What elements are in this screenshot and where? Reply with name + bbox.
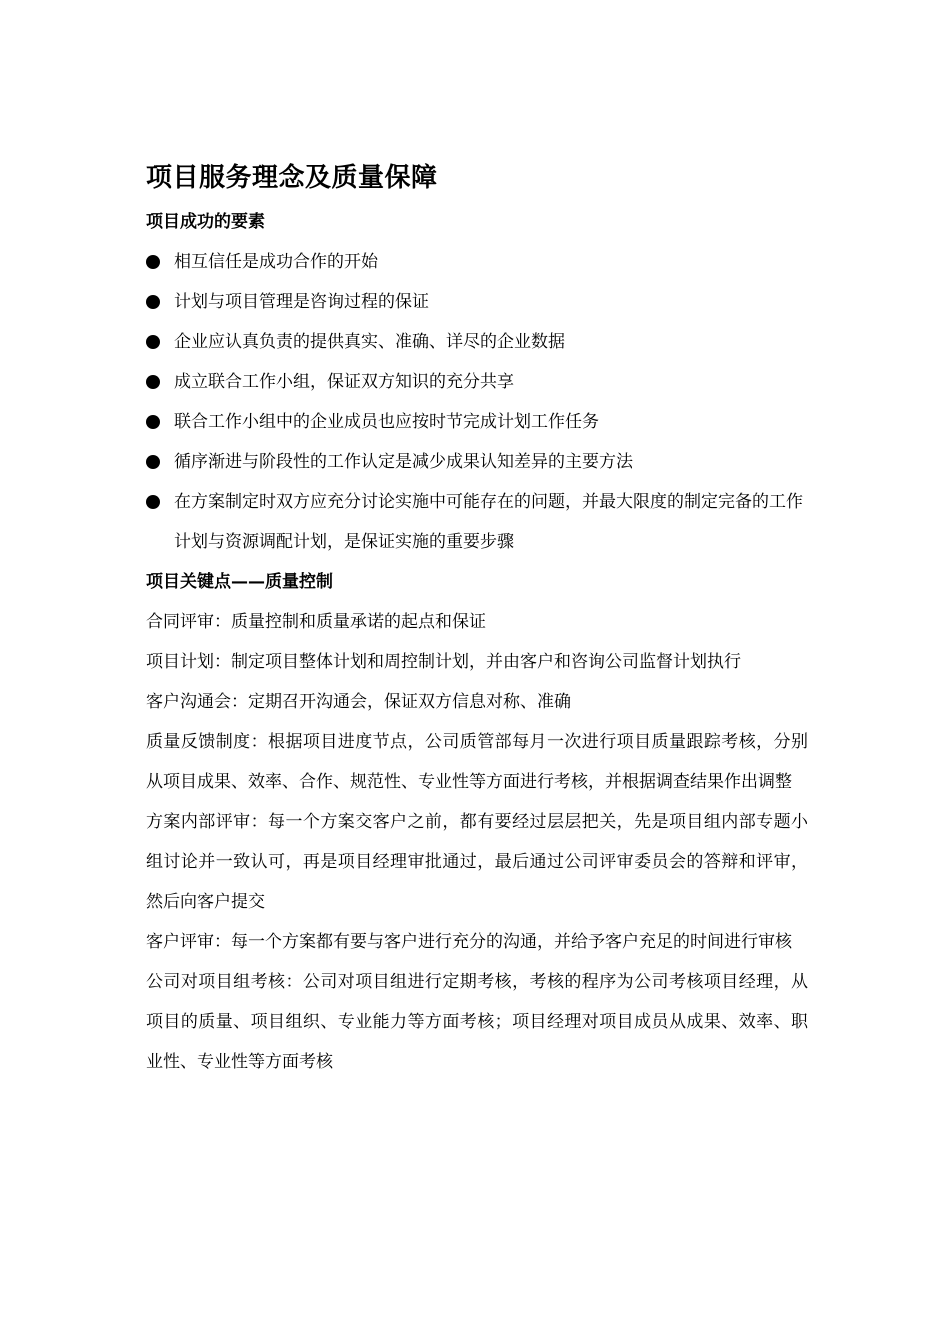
list-item bbox=[146, 402, 808, 442]
paragraph-client-review: 客户评审：每一个方案都有要与客户进行充分的沟通，并给予客户充足的时间进行审核 bbox=[146, 932, 792, 952]
paragraph-client-meeting: 客户沟通会：定期召开沟通会，保证双方信息对称、准确 bbox=[146, 692, 571, 712]
paragraph-contract-review: 合同评审：质量控制和质量承诺的起点和保证 bbox=[146, 612, 486, 632]
list-item-text: 联合工作小组中的企业成员也应按时节完成计划工作任务 bbox=[174, 412, 599, 432]
list-item-text: 相互信任是成功合作的开始 bbox=[174, 252, 378, 272]
section-heading-success-factors: 项目成功的要素 bbox=[146, 212, 265, 232]
paragraph-internal-review: 方案内部评审：每一个方案交客户之前，都有要经过层层把关，先是项目组内部专题小组讨论并一致认可，再是项目经理审批通过，最后通过公司评审委员会的答辩和评审，然后向客户提交 bbox=[146, 812, 808, 912]
paragraph-team-assessment: 公司对项目组考核：公司对项目组进行定期考核，考核的程序为公司考核项目经理，从项目的质量、项目组织、专业能力等方面考核；项目经理对项目成员从成果、效率、职业性、专业性等方面考核 bbox=[146, 972, 808, 1072]
list-item bbox=[146, 362, 808, 402]
document-title: 项目服务理念及质量保障 bbox=[146, 163, 438, 193]
list-item-text: 在方案制定时双方应充分讨论实施中可能存在的问题，并最大限度的制定完备的工作计划与资源调配计划，是保证实施的重要步骤 bbox=[174, 492, 803, 552]
list-item-text: 企业应认真负责的提供真实、准确、详尽的企业数据 bbox=[174, 332, 565, 352]
paragraph-project-plan: 项目计划：制定项目整体计划和周控制计划，并由客户和咨询公司监督计划执行 bbox=[146, 652, 741, 672]
document-page bbox=[146, 160, 808, 1082]
list-item bbox=[146, 242, 808, 282]
paragraph-quality-feedback: 质量反馈制度：根据项目进度节点，公司质管部每月一次进行项目质量跟踪考核，分别从项目成果、效率、合作、规范性、专业性等方面进行考核，并根据调查结果作出调整 bbox=[146, 732, 808, 792]
list-item-text: 成立联合工作小组，保证双方知识的充分共享 bbox=[174, 372, 514, 392]
list-item-text: 循序渐进与阶段性的工作认定是减少成果认知差异的主要方法 bbox=[174, 452, 633, 472]
list-item bbox=[146, 482, 808, 562]
bullet-icon bbox=[146, 335, 160, 349]
list-item bbox=[146, 322, 808, 362]
list-item bbox=[146, 442, 808, 482]
bullet-icon bbox=[146, 455, 160, 469]
list-item bbox=[146, 282, 808, 322]
bullet-icon bbox=[146, 495, 160, 509]
bullet-icon bbox=[146, 255, 160, 269]
list-item-text: 计划与项目管理是咨询过程的保证 bbox=[174, 292, 429, 312]
bullet-icon bbox=[146, 375, 160, 389]
success-factors-list bbox=[146, 242, 808, 562]
section-heading-quality-control: 项目关键点——质量控制 bbox=[146, 572, 333, 592]
bullet-icon bbox=[146, 415, 160, 429]
bullet-icon bbox=[146, 295, 160, 309]
